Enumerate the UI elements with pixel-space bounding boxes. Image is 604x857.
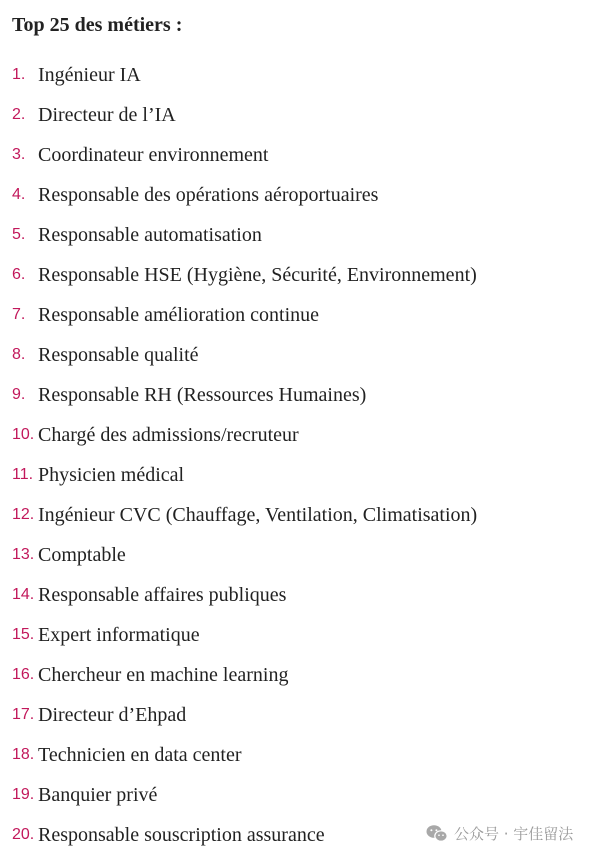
list-item-label: Banquier privé: [38, 784, 158, 806]
list-item-number: 20.: [12, 826, 35, 843]
list-item-number: 18.: [12, 746, 35, 763]
list-item-number: 7.: [12, 306, 26, 323]
list-item-number: 13.: [12, 546, 35, 563]
list-item-number: 2.: [12, 106, 26, 123]
list-item-label: Ingénieur IA: [38, 64, 141, 86]
list-item-number: 1.: [12, 66, 26, 83]
list-item-number: 3.: [12, 146, 26, 163]
list-item-label: Chargé des admissions/recruteur: [38, 424, 299, 446]
wechat-icon: [426, 824, 448, 842]
watermark-text: 公众号 · 宇佳留法: [454, 824, 574, 843]
list-item-label: Responsable amélioration continue: [38, 304, 320, 326]
list-item-number: 6.: [12, 266, 26, 283]
list-item-label: Responsable HSE (Hygiène, Sécurité, Environnement): [38, 264, 477, 286]
list-item-label: Responsable affaires publiques: [38, 584, 287, 606]
watermark: [426, 821, 573, 845]
list-item-number: 5.: [12, 226, 26, 243]
list-item-label: Physicien médical: [38, 464, 185, 486]
list-item-number: 15.: [12, 626, 35, 643]
list-item-number: 12.: [12, 506, 35, 523]
list-item-number: 11.: [12, 466, 34, 483]
list-item-number: 14.: [12, 586, 35, 603]
list-item-label: Comptable: [38, 544, 126, 566]
list-item-label: Responsable RH (Ressources Humaines): [38, 384, 367, 406]
list-item-label: Responsable qualité: [38, 344, 199, 366]
list-item-label: Directeur de l’IA: [38, 104, 176, 126]
list-item-label: Responsable automatisation: [38, 224, 262, 246]
list-item-label: Responsable des opérations aéroportuaires: [38, 184, 379, 206]
list-item-label: Chercheur en machine learning: [38, 664, 289, 686]
list-item-label: Directeur d’Ehpad: [38, 704, 187, 726]
list-item-number: 19.: [12, 786, 35, 803]
list-item-label: Responsable souscription assurance: [38, 824, 325, 846]
list-item-number: 9.: [12, 386, 26, 403]
page-title: Top 25 des métiers :: [12, 14, 183, 36]
list-item-number: 16.: [12, 666, 35, 683]
list-item-label: Ingénieur CVC (Chauffage, Ventilation, Climatisation): [38, 504, 478, 526]
list-item-label: Technicien en data center: [38, 744, 242, 766]
list-item-label: Expert informatique: [38, 624, 200, 646]
list-item-number: 10.: [12, 426, 35, 443]
list-item-label: Coordinateur environnement: [38, 144, 269, 166]
list-item-number: 8.: [12, 346, 26, 363]
list-item-number: 17.: [12, 706, 35, 723]
list-item-number: 4.: [12, 186, 26, 203]
